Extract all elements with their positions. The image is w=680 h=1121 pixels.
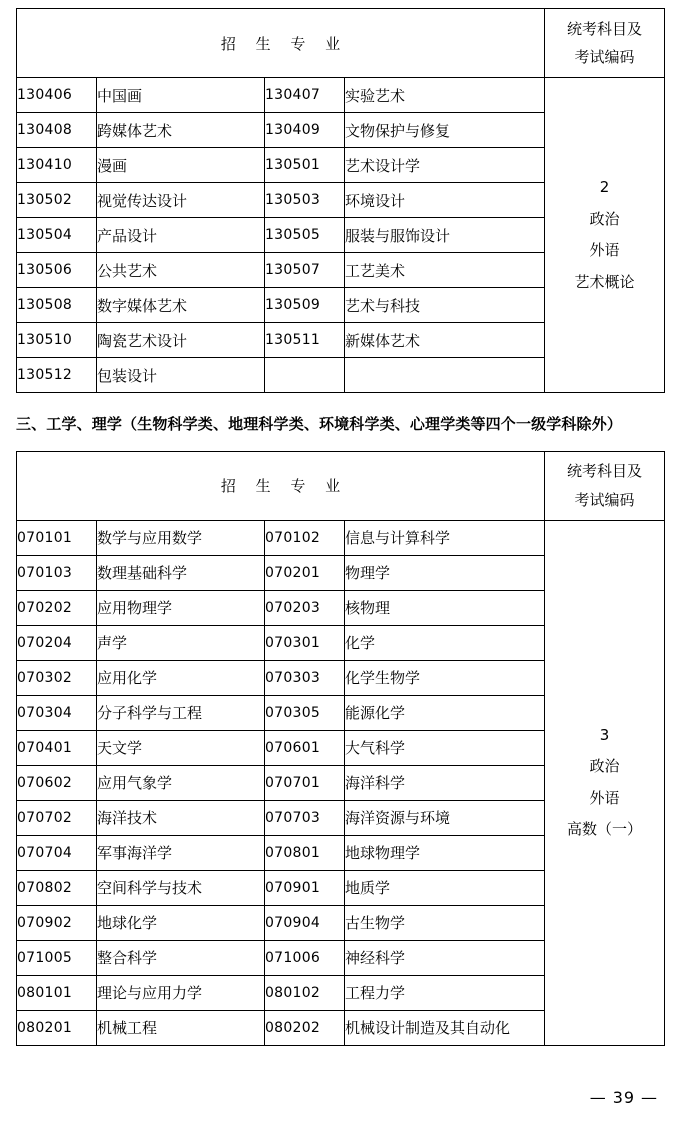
major-name: 化学生物学 xyxy=(345,660,545,695)
subject-code: 2 xyxy=(599,178,610,196)
subject-header-line2: 考试编码 xyxy=(574,48,635,66)
subject-item: 外语 xyxy=(589,241,620,259)
majors-header: 招 生 专 业 xyxy=(17,9,545,78)
major-code: 071005 xyxy=(17,940,97,975)
subject-item: 高数（一） xyxy=(566,820,642,839)
major-code: 130512 xyxy=(17,358,97,393)
major-code: 070101 xyxy=(17,520,97,555)
major-code: 130505 xyxy=(265,218,345,253)
major-code: 070204 xyxy=(17,625,97,660)
major-name: 艺术设计学 xyxy=(345,148,545,183)
major-code: 080102 xyxy=(265,975,345,1010)
major-code: 071006 xyxy=(265,940,345,975)
major-code: 130501 xyxy=(265,148,345,183)
major-code: 070904 xyxy=(265,905,345,940)
major-code: 070401 xyxy=(17,730,97,765)
major-name: 物理学 xyxy=(345,555,545,590)
major-name: 信息与计算科学 xyxy=(345,520,545,555)
major-code: 070901 xyxy=(265,870,345,905)
major-name: 工程力学 xyxy=(345,975,545,1010)
major-name: 古生物学 xyxy=(345,905,545,940)
major-name: 产品设计 xyxy=(97,218,265,253)
major-code: 070304 xyxy=(17,695,97,730)
major-code: 070703 xyxy=(265,800,345,835)
major-name: 核物理 xyxy=(345,590,545,625)
major-name: 陶瓷艺术设计 xyxy=(97,323,265,358)
art-majors-table xyxy=(16,8,665,393)
subject-item: 艺术概论 xyxy=(574,272,635,291)
majors-header: 招 生 专 业 xyxy=(17,451,545,520)
major-code: 070601 xyxy=(265,730,345,765)
major-code: 070602 xyxy=(17,765,97,800)
major-code: 070103 xyxy=(17,555,97,590)
major-name: 天文学 xyxy=(97,730,265,765)
major-name: 公共艺术 xyxy=(97,253,265,288)
major-code: 130509 xyxy=(265,288,345,323)
major-code: 070203 xyxy=(265,590,345,625)
subject-header-line1: 统考科目及 xyxy=(566,19,642,38)
major-name: 军事海洋学 xyxy=(97,835,265,870)
major-name: 声学 xyxy=(97,625,265,660)
major-name: 中国画 xyxy=(97,78,265,113)
major-code: 080101 xyxy=(17,975,97,1010)
subject-item: 政治 xyxy=(589,209,620,228)
subject-block xyxy=(545,520,665,1045)
table-header-row xyxy=(17,451,665,520)
major-code: 130503 xyxy=(265,183,345,218)
major-name: 机械工程 xyxy=(97,1010,265,1045)
major-name: 应用化学 xyxy=(97,660,265,695)
major-name: 整合科学 xyxy=(97,940,265,975)
major-name: 漫画 xyxy=(97,148,265,183)
major-code: 070801 xyxy=(265,835,345,870)
major-name: 数字媒体艺术 xyxy=(97,288,265,323)
major-name: 数理基础科学 xyxy=(97,555,265,590)
major-name: 神经科学 xyxy=(345,940,545,975)
major-name: 地球物理学 xyxy=(345,835,545,870)
table-header-row xyxy=(17,9,665,78)
major-name: 应用气象学 xyxy=(97,765,265,800)
major-code: 070701 xyxy=(265,765,345,800)
major-code: 080202 xyxy=(265,1010,345,1045)
major-name: 视觉传达设计 xyxy=(97,183,265,218)
major-name: 包装设计 xyxy=(97,358,265,393)
major-name: 实验艺术 xyxy=(345,78,545,113)
subject-block xyxy=(545,78,665,393)
major-name: 应用物理学 xyxy=(97,590,265,625)
table-row xyxy=(17,520,665,555)
top-spacer xyxy=(16,0,664,8)
subject-item: 政治 xyxy=(589,757,620,776)
subject-header-line1: 统考科目及 xyxy=(566,462,642,481)
major-name: 能源化学 xyxy=(345,695,545,730)
major-code: 130507 xyxy=(265,253,345,288)
subject-item: 外语 xyxy=(589,788,620,807)
major-code: 130410 xyxy=(17,148,97,183)
major-name: 理论与应用力学 xyxy=(97,975,265,1010)
subject-header-line2: 考试编码 xyxy=(574,490,635,509)
major-code: 070305 xyxy=(265,695,345,730)
major-name: 跨媒体艺术 xyxy=(97,113,265,148)
major-code: 070704 xyxy=(17,835,97,870)
major-name: 地球化学 xyxy=(97,905,265,940)
major-name-empty xyxy=(345,358,545,393)
major-name: 空间科学与技术 xyxy=(97,870,265,905)
major-code: 070302 xyxy=(17,660,97,695)
major-name: 大气科学 xyxy=(345,730,545,765)
major-code: 070202 xyxy=(17,590,97,625)
major-code: 070902 xyxy=(17,905,97,940)
major-name: 数学与应用数学 xyxy=(97,520,265,555)
major-code: 130409 xyxy=(265,113,345,148)
major-name: 海洋技术 xyxy=(97,800,265,835)
subject-header xyxy=(545,451,665,520)
major-code: 070301 xyxy=(265,625,345,660)
major-name: 环境设计 xyxy=(345,183,545,218)
major-code: 070201 xyxy=(265,555,345,590)
major-code: 130508 xyxy=(17,288,97,323)
major-name: 地质学 xyxy=(345,870,545,905)
major-code: 130502 xyxy=(17,183,97,218)
major-code: 130408 xyxy=(17,113,97,148)
major-code: 070102 xyxy=(265,520,345,555)
major-code: 070303 xyxy=(265,660,345,695)
major-code: 080201 xyxy=(17,1010,97,1045)
subject-header xyxy=(545,9,665,78)
major-name: 艺术与科技 xyxy=(345,288,545,323)
table-row xyxy=(17,78,665,113)
major-code: 130506 xyxy=(17,253,97,288)
major-name: 分子科学与工程 xyxy=(97,695,265,730)
major-code: 070802 xyxy=(17,870,97,905)
section-title: 三、工学、理学（生物科学类、地理科学类、环境科学类、心理学类等四个一级学科除外） xyxy=(16,415,623,433)
major-name: 机械设计制造及其自动化 xyxy=(345,1010,545,1045)
major-name: 工艺美术 xyxy=(345,253,545,288)
major-name: 海洋科学 xyxy=(345,765,545,800)
major-name: 服装与服饰设计 xyxy=(345,218,545,253)
page-number: — 39 — xyxy=(589,1088,658,1107)
major-code: 130407 xyxy=(265,78,345,113)
major-name: 海洋资源与环境 xyxy=(345,800,545,835)
subject-code: 3 xyxy=(599,725,610,744)
major-code: 130504 xyxy=(17,218,97,253)
major-code: 130510 xyxy=(17,323,97,358)
major-code: 070702 xyxy=(17,800,97,835)
science-majors-table xyxy=(16,451,665,1046)
major-code: 130406 xyxy=(17,78,97,113)
major-code: 130511 xyxy=(265,323,345,358)
major-name: 化学 xyxy=(345,625,545,660)
major-name: 新媒体艺术 xyxy=(345,323,545,358)
major-code-empty xyxy=(265,358,345,393)
major-name: 文物保护与修复 xyxy=(345,113,545,148)
